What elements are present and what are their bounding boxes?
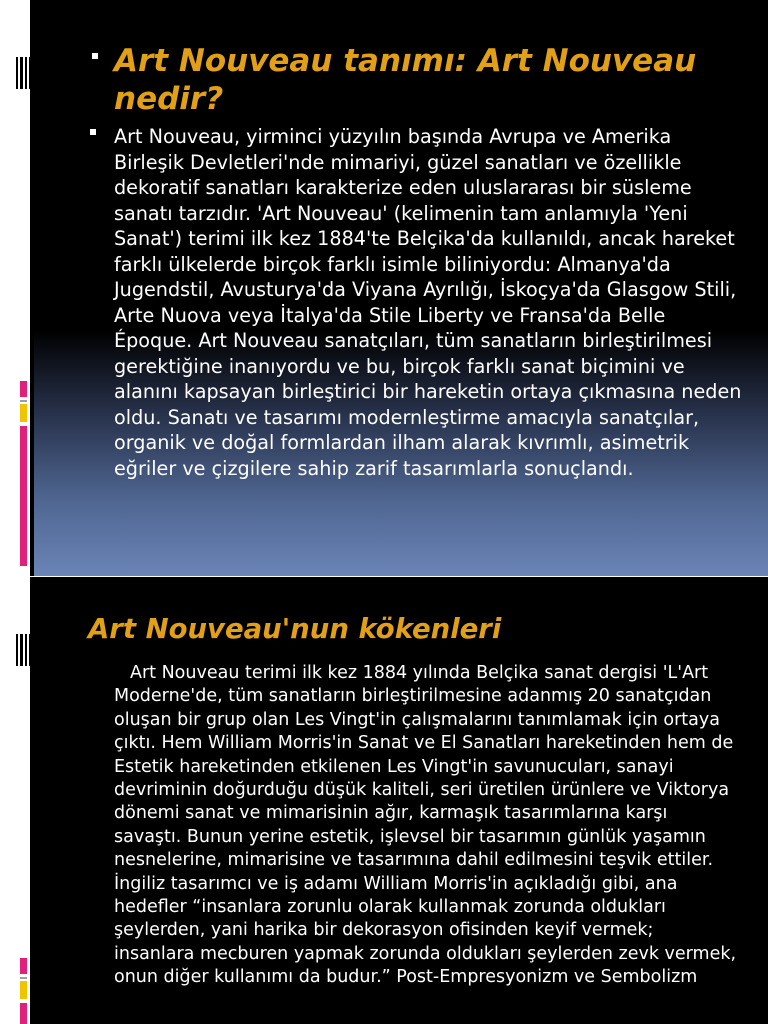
slide-body-text: Art Nouveau, yirminci yüzyılın başında Avrupa ve Amerika Birleşik Devletleri'nde mimariyi, güzel sanatları ve özellikle dekoratif sanatları karakterize eden uluslararası bir süsleme sanatı tarzıdır. 'Art Nouveau' (kelimenin tam anlamıyla 'Yeni Sanat') terimi ilk kez 1884'te Belçika'da kullanıldı, ancak hareket farklı ülkelerde birçok farklı isimle biliniyordu: Almanya'da Jugendstil, Avusturya'da Viyana Ayrılığı, İskoçya'da Glasgow Stili, Arte Nuova veya İtalya'da Stile Liberty ve Fransa'da Belle Époque. Art Nouveau sanatçıları, tüm sanatların birleştirilmesi gerektiğine inanıyordu ve bu, birçok farklı sanat biçimini ve alanını kapsayan birleştirici bir hareketin ortaya çıkmasına neden oldu. Sanatı ve tasarımı modernleştirme amacıyla sanatçılar, organik ve doğal formlardan ilham alarak kıvrımlı, asimetrik eğriler ve çizgilere sahip zarif tasarımlarla sonuçlandı. xyxy=(114,125,742,480)
pink-accent-bar xyxy=(20,426,27,566)
decorative-side-strip xyxy=(0,577,32,1024)
slide-title: Art Nouveau tanımı: Art Nouveau nedir? xyxy=(114,43,697,117)
bullet xyxy=(90,129,96,135)
slide-title: Art Nouveau'nun kökenleri xyxy=(88,613,502,645)
slide-body-text xyxy=(114,662,739,990)
grille-decoration xyxy=(16,57,32,89)
slide-body-content: Art Nouveau terimi ilk kez 1884 yılında Belçika sanat dergisi 'L'Art Moderne'de, tüm sanatların birleştirilmesine adanmış 20 sanatçıdan oluşan bir grup olan Les Vingt'in çalışmalarını tanımlamak için ortaya çıktı. Hem William Morris'in Sanat ve El Sanatları hareketinden hem de Estetik hareketinden etkilenen Les Vingt'in savunucuları, sanayi devriminin doğurduğu düşük kaliteli, seri üretilen ürünlere ve Viktorya dönemi sanat ve mimarisinin ağır, karmaşık tasarımlarına karşı savaştı. Bunun yerine estetik, işlevsel bir tasarımın günlük yaşamın nesnelerine, mimarisine ve tasarımına dahil edilmesini teşvik ettiler. İngiliz tasarımcı ve iş adamı William Morris'in açıkladığı gibi, ana hedefler “insanlara zorunlu olarak kullanmak zorunda oldukları şeylerden, yani harika bir dekorasyon ofisinden keyif vermek; insanlara mecburen yapmak zorunda oldukları şeylerden zevk vermek, onun diğer kullanımı da budur.” Post-Empresyonizm ve Sembolizm xyxy=(114,663,737,988)
slide-2 xyxy=(0,577,768,1024)
bullet xyxy=(92,53,98,59)
grille-decoration xyxy=(16,634,32,666)
pink-accent-bar xyxy=(20,1003,27,1024)
decorative-side-strip xyxy=(0,0,32,576)
